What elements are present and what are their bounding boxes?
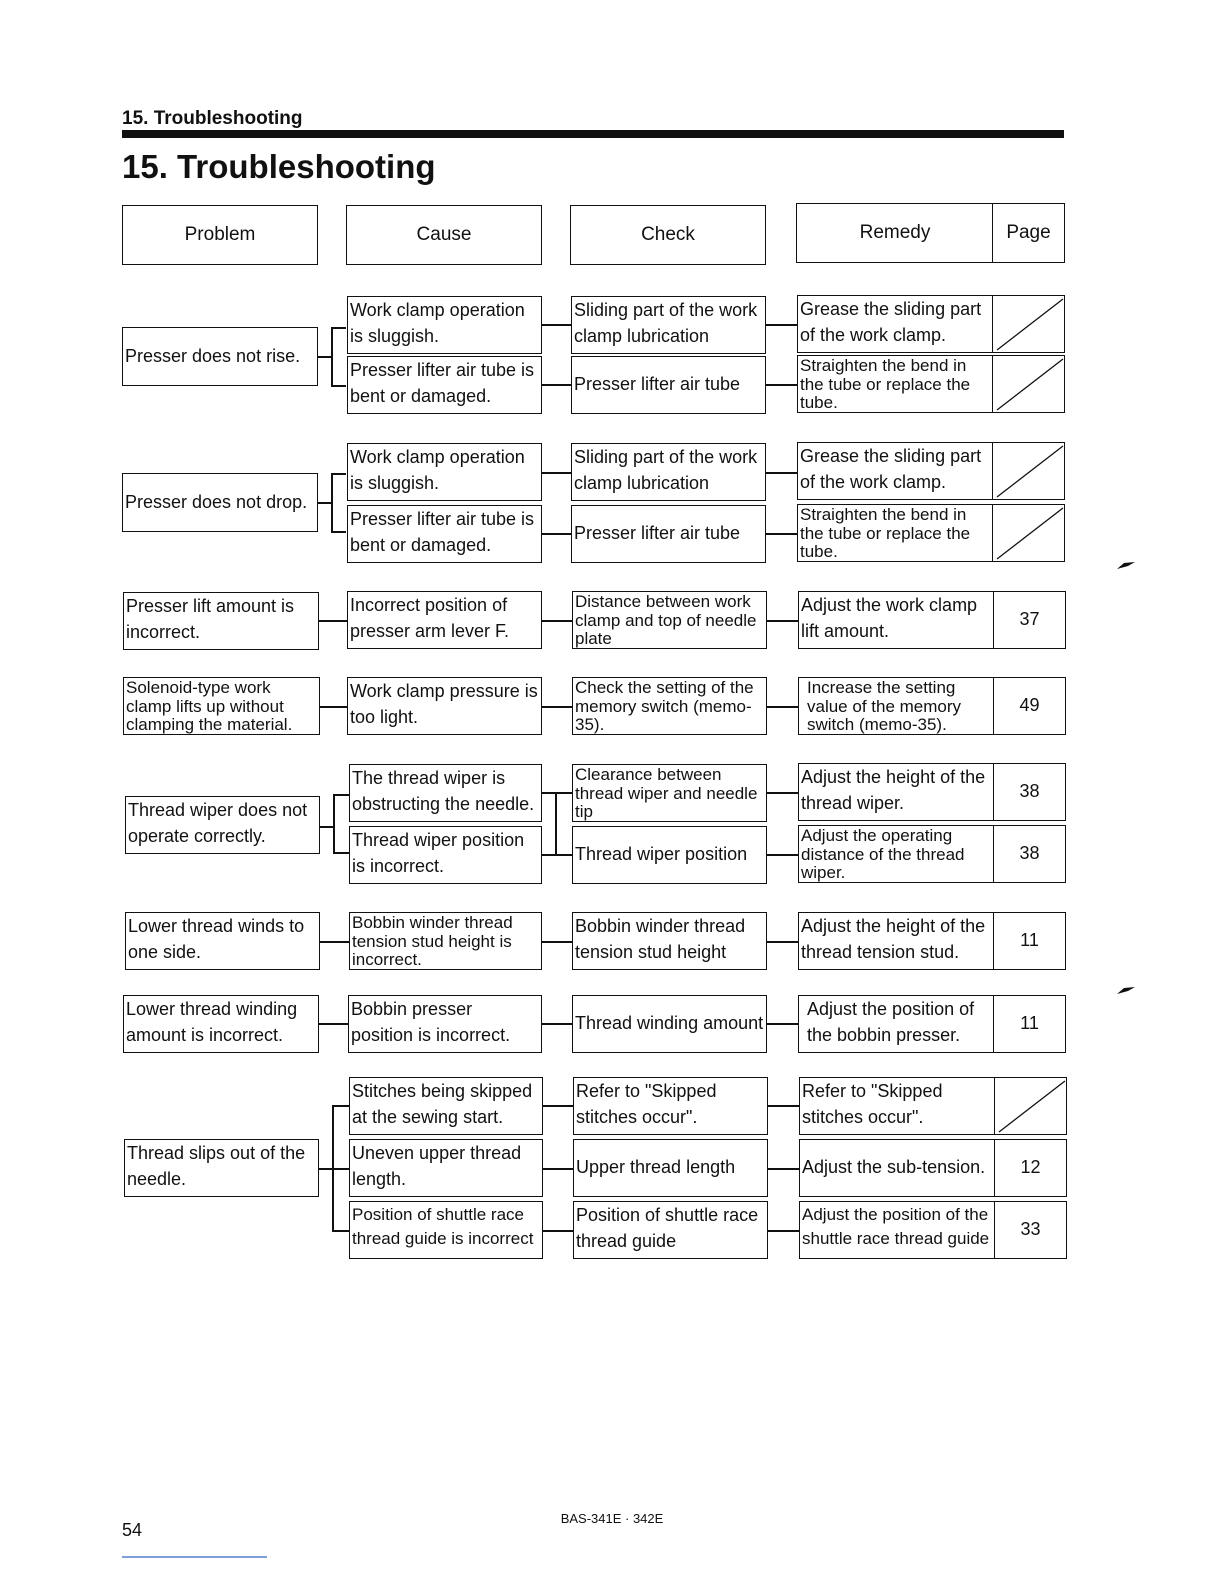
remedy-cell: Adjust the height of the thread tension stud. bbox=[798, 912, 994, 970]
page-number-cell: 49 bbox=[993, 677, 1066, 735]
page-cell-empty bbox=[994, 1077, 1067, 1135]
cause-cell: Uneven upper thread length. bbox=[349, 1139, 543, 1197]
page-number-cell: 37 bbox=[993, 591, 1066, 649]
remedy-cell: Grease the sliding part of the work clamp. bbox=[797, 295, 993, 353]
problem-cell: Lower thread winding amount is incorrect. bbox=[123, 995, 319, 1053]
check-cell: Position of shuttle race thread guide bbox=[573, 1201, 768, 1259]
cause-cell: The thread wiper is obstructing the needle. bbox=[349, 764, 542, 822]
slash-mark bbox=[995, 357, 1065, 412]
cause-cell: Presser lifter air tube is bent or damaged. bbox=[347, 356, 542, 414]
remedy-cell: Straighten the bend in the tube or replace the tube. bbox=[797, 355, 993, 413]
check-cell: Thread winding amount bbox=[572, 995, 767, 1053]
cause-cell: Presser lifter air tube is bent or damaged. bbox=[347, 505, 542, 563]
cause-cell: Work clamp operation is sluggish. bbox=[347, 443, 542, 501]
cause-cell: Work clamp pressure is too light. bbox=[347, 677, 542, 735]
remedy-cell: Adjust the position of the shuttle race thread guide bbox=[799, 1201, 995, 1259]
check-cell: Sliding part of the work clamp lubrication bbox=[571, 443, 766, 501]
header-cause: Cause bbox=[346, 205, 542, 265]
check-cell: Thread wiper position bbox=[572, 826, 767, 884]
page-number-cell: 11 bbox=[993, 912, 1066, 970]
problem-cell: Thread slips out of the needle. bbox=[124, 1139, 319, 1197]
problem-cell: Lower thread winds to one side. bbox=[125, 912, 320, 970]
slash-mark bbox=[997, 1079, 1067, 1134]
header-remedy: Remedy bbox=[796, 203, 994, 263]
slash-mark bbox=[995, 506, 1065, 561]
margin-mark bbox=[1116, 985, 1136, 995]
running-header: 15. Troubleshooting bbox=[122, 108, 303, 129]
problem-cell: Presser lift amount is incorrect. bbox=[123, 592, 319, 650]
link-underline bbox=[122, 1556, 267, 1558]
slash-mark bbox=[995, 444, 1065, 499]
header-problem: Problem bbox=[122, 205, 318, 265]
check-cell: Refer to "Skipped stitches occur". bbox=[573, 1077, 768, 1135]
page-cell-empty bbox=[992, 355, 1065, 413]
cause-cell: Position of shuttle race thread guide is incorrect bbox=[349, 1201, 543, 1259]
page-cell-empty bbox=[992, 504, 1065, 562]
margin-mark bbox=[1116, 560, 1136, 570]
problem-cell: Solenoid-type work clamp lifts up without clamping the material. bbox=[123, 677, 320, 735]
header-check: Check bbox=[570, 205, 766, 265]
page-number-cell: 11 bbox=[993, 995, 1066, 1053]
remedy-cell: Refer to "Skipped stitches occur". bbox=[799, 1077, 995, 1135]
remedy-cell: Adjust the position of the bobbin presser. bbox=[798, 995, 994, 1053]
remedy-cell: Grease the sliding part of the work clamp. bbox=[797, 442, 993, 500]
cause-cell: Incorrect position of presser arm lever F. bbox=[347, 591, 542, 649]
check-cell: Presser lifter air tube bbox=[571, 505, 766, 563]
cause-cell: Thread wiper position is incorrect. bbox=[349, 826, 542, 884]
page-cell-empty bbox=[992, 442, 1065, 500]
page-cell-empty bbox=[992, 295, 1065, 353]
check-cell: Clearance between thread wiper and needle tip bbox=[572, 764, 767, 822]
check-cell: Bobbin winder thread tension stud height bbox=[572, 912, 767, 970]
remedy-cell: Increase the setting value of the memory switch (memo-35). bbox=[798, 677, 994, 735]
check-cell: Distance between work clamp and top of needle plate bbox=[572, 591, 767, 649]
page-number: 54 bbox=[122, 1520, 143, 1540]
page-title: 15. Troubleshooting bbox=[122, 148, 436, 185]
check-cell: Presser lifter air tube bbox=[571, 356, 766, 414]
problem-cell: Thread wiper does not operate correctly. bbox=[125, 796, 320, 854]
cause-cell: Bobbin winder thread tension stud height is incorrect. bbox=[349, 912, 542, 970]
slash-mark bbox=[995, 297, 1065, 352]
page-number-cell: 33 bbox=[994, 1201, 1067, 1259]
footer-model: BAS-341E · 342E bbox=[560, 1511, 664, 1526]
remedy-cell: Adjust the operating distance of the thread wiper. bbox=[798, 825, 994, 883]
check-cell: Check the setting of the memory switch (memo-35). bbox=[572, 677, 767, 735]
remedy-cell: Adjust the sub-tension. bbox=[799, 1139, 995, 1197]
page-number-cell: 38 bbox=[993, 763, 1066, 821]
check-cell: Upper thread length bbox=[573, 1139, 768, 1197]
remedy-cell: Adjust the work clamp lift amount. bbox=[798, 591, 994, 649]
cause-cell: Stitches being skipped at the sewing start. bbox=[349, 1077, 543, 1135]
remedy-cell: Straighten the bend in the tube or replace the tube. bbox=[797, 504, 993, 562]
cause-cell: Bobbin presser position is incorrect. bbox=[348, 995, 542, 1053]
cause-cell: Work clamp operation is sluggish. bbox=[347, 296, 542, 354]
header-page: Page bbox=[992, 203, 1065, 263]
check-cell: Sliding part of the work clamp lubrication bbox=[571, 296, 766, 354]
problem-cell: Presser does not drop. bbox=[122, 473, 318, 532]
header-rule bbox=[122, 130, 1064, 138]
remedy-cell: Adjust the height of the thread wiper. bbox=[798, 763, 994, 821]
problem-cell: Presser does not rise. bbox=[122, 327, 318, 386]
page-number-cell: 12 bbox=[994, 1139, 1067, 1197]
page-number-cell: 38 bbox=[993, 825, 1066, 883]
